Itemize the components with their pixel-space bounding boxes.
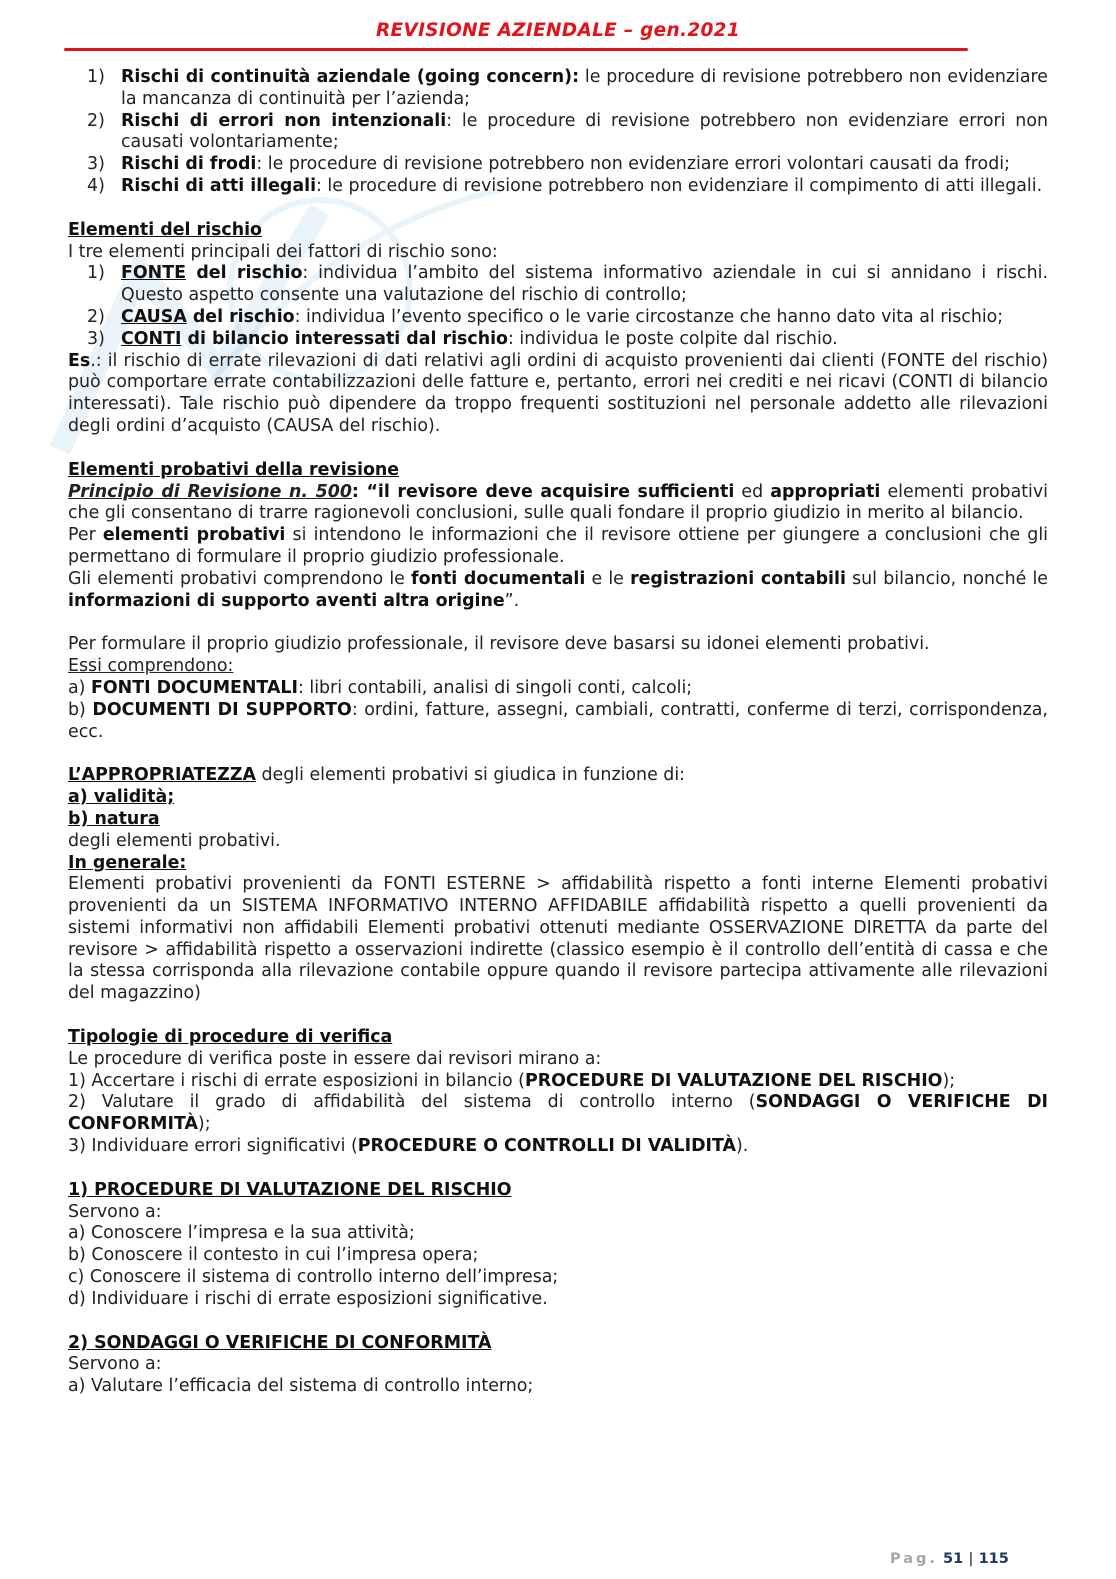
paragraph: b) DOCUMENTI DI SUPPORTO: ordini, fatture, assegni, cambiali, contratti, conferme di terzi, corrispondenza, ecc. xyxy=(68,699,1048,742)
paragraph: In generale: xyxy=(68,852,187,873)
paragraph: Servono a: xyxy=(68,1354,162,1375)
page-content xyxy=(68,67,1048,1398)
section-heading-elementi-probativi: Elementi probativi della revisione xyxy=(68,459,400,480)
paragraph: a) FONTI DOCUMENTALI: libri contabili, analisi di singoli conti, calcoli; xyxy=(68,677,693,698)
page-total: 115 xyxy=(978,1551,1009,1567)
paragraph: Per formulare il proprio giudizio professionale, il revisore deve basarsi su idonei elementi probativi. xyxy=(68,634,930,655)
page-separator: | xyxy=(968,1551,974,1567)
document-title: REVISIONE AZIENDALE – gen.2021 xyxy=(375,20,741,41)
paragraph: Le procedure di verifica poste in essere dai revisori mirano a: xyxy=(68,1048,602,1069)
example-paragraph: Es.: il rischio di errate rilevazioni di dati relativi agli ordini di acquisto provenienti dai clienti (FONTE del rischio) può comportare errate contabilizzazioni delle fatture e, pertanto, errori nei crediti e nei ricavi (CONTI di bilancio interessati). Tale rischio può dipendere da troppo frequenti sostituzioni nel personale addetto alle rilevazioni degli ordini d’acquisto (CAUSA del rischio). xyxy=(68,350,1048,436)
paragraph: a) validità; xyxy=(68,787,175,808)
page-header xyxy=(0,20,1116,43)
list-item: c) Conoscere il sistema di controllo interno dell’impresa; xyxy=(68,1267,559,1288)
paragraph: 1) Accertare i rischi di errate esposizioni in bilancio (PROCEDURE DI VALUTAZIONE DEL RISCHIO); xyxy=(68,1070,956,1091)
list-item: 1) Rischi di continuità aziendale (going concern): le procedure di revisione potrebbero non evidenziare la mancanza di continuità per l’azienda; xyxy=(87,67,1048,109)
paragraph: 2) Valutare il grado di affidabilità del sistema di controllo interno (SONDAGGI O VERIFICHE DI CONFORMITÀ); xyxy=(68,1092,1048,1135)
page-number: 51 xyxy=(942,1551,964,1567)
list-item: 3) Rischi di frodi: le procedure di revisione potrebbero non evidenziare errori volontari causati da frodi; xyxy=(87,154,1010,175)
paragraph: Gli elementi probativi comprendono le fonti documentali e le registrazioni contabili sul bilancio, nonché le informazioni di supporto aventi altra origine”. xyxy=(68,568,1048,611)
paragraph: Elementi probativi provenienti da FONTI ESTERNE > affidabilità rispetto a fonti interne Elementi probativi provenienti da un SISTEMA INFORMATIVO INTERNO AFFIDABILE affidabilità rispetto a quelli provenienti da sistemi informativi non affidabili Elementi probativi ottenuti mediante OSSERVAZIONE DIRETTA da parte del revisore > affidabilità rispetto a osservazioni indirette (classico esempio è il controllo dell’entità di cassa e che la stessa corrisponda alla rilevazione contabile oppure quando il revisore partecipa attivamente alle rilevazioni del magazzino) xyxy=(68,874,1048,1004)
page-footer xyxy=(890,1549,1009,1571)
section-heading-sondaggi: 2) SONDAGGI O VERIFICHE DI CONFORMITÀ xyxy=(68,1332,492,1353)
paragraph: L’APPROPRIATEZZA degli elementi probativi si giudica in funzione di: xyxy=(68,765,686,786)
list-item: a) Valutare l’efficacia del sistema di controllo interno; xyxy=(68,1376,534,1397)
list-item: d) Individuare i rischi di errate esposizioni significative. xyxy=(68,1288,548,1309)
paragraph: Essi comprendono: xyxy=(68,656,234,677)
list-item: 1) FONTE del rischio: individua l’ambito del sistema informativo aziendale in cui si annidano i rischi. Questo aspetto consente una valutazione del rischio di controllo; xyxy=(87,263,1048,306)
section-heading-elementi-rischio: Elementi del rischio xyxy=(68,219,263,240)
paragraph: I tre elementi principali dei fattori di rischio sono: xyxy=(68,241,498,262)
list-item: 4) Rischi di atti illegali: le procedure di revisione potrebbero non evidenziare il compimento di atti illegali. xyxy=(87,175,1043,196)
paragraph: degli elementi probativi. xyxy=(68,830,281,851)
list-item: a) Conoscere l’impresa e la sua attività; xyxy=(68,1223,415,1244)
paragraph: 3) Individuare errori significativi (PROCEDURE O CONTROLLI DI VALIDITÀ). xyxy=(68,1136,749,1157)
list-item: 3) CONTI di bilancio interessati dal rischio: individua le poste colpite dal rischio. xyxy=(87,328,838,349)
paragraph: b) natura xyxy=(68,808,160,829)
paragraph: Per elementi probativi si intendono le informazioni che il revisore ottiene per giungere a conclusioni che gli permettano di formulare il proprio giudizio professionale. xyxy=(68,525,1049,567)
header-divider xyxy=(64,48,968,51)
risk-elements-list xyxy=(68,263,1048,350)
list-item: 2) CAUSA del rischio: individua l’evento specifico o le varie circostanze che hanno dato vita al rischio; xyxy=(87,306,1004,327)
section-heading-tipologie: Tipologie di procedure di verifica xyxy=(68,1027,393,1048)
list-item: 2) Rischi di errori non intenzionali: le procedure di revisione potrebbero non evidenziare errori non causati volontariamente; xyxy=(87,110,1048,153)
page-label: Pag. xyxy=(890,1551,938,1567)
paragraph: Principio di Revisione n. 500: “il revisore deve acquisire sufficienti ed appropriati elementi probativi che gli consentano di trarre ragionevoli conclusioni, sulle quali fondare il proprio giudizio in merito al bilancio. xyxy=(68,481,1049,524)
risks-list xyxy=(68,67,1048,198)
section-heading-procedure-valutazione: 1) PROCEDURE DI VALUTAZIONE DEL RISCHIO xyxy=(68,1179,512,1200)
list-item: b) Conoscere il contesto in cui l’impresa opera; xyxy=(68,1245,479,1266)
paragraph: Servono a: xyxy=(68,1201,162,1222)
